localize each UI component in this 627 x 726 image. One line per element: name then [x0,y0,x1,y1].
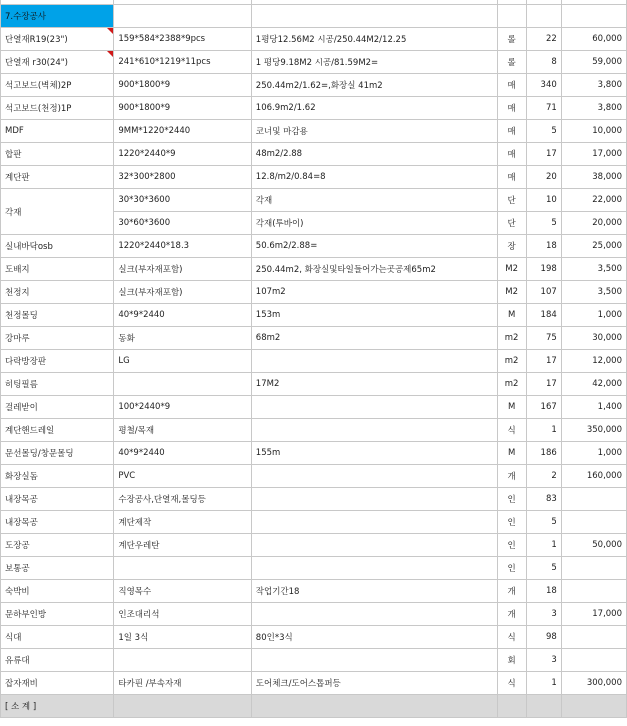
unit-price-cell[interactable]: 12,000 [561,350,626,373]
spec-cell[interactable]: 40*9*2440 [114,442,251,465]
note-cell[interactable]: 106.9m2/1.62 [251,97,497,120]
spec-cell[interactable]: 100*2440*9 [114,396,251,419]
table-row [1,327,627,350]
item-name-cell[interactable]: 숙박비 [1,580,114,603]
table-row [1,557,627,580]
spec-cell[interactable]: 1220*2440*9 [114,143,251,166]
quantity-cell[interactable]: 20 [526,166,561,189]
table-row [1,51,627,74]
table-row [1,442,627,465]
unit-price-cell[interactable]: 17,000 [561,143,626,166]
table-row [1,649,627,672]
table-row [1,534,627,557]
note-cell[interactable]: 1평당12.56M2 시공/250.44M2/12.25 [251,28,497,51]
unit-cell[interactable]: 인 [497,534,526,557]
cell[interactable] [497,5,526,28]
table-row [1,166,627,189]
unit-price-cell[interactable]: 1,000 [561,442,626,465]
note-cell[interactable]: 250.44m2/1.62=,화장실 41m2 [251,74,497,97]
unit-cell[interactable]: 매 [497,120,526,143]
item-name-cell[interactable]: 문하부인방 [1,603,114,626]
spec-cell[interactable] [114,373,251,396]
quantity-cell[interactable]: 17 [526,143,561,166]
spec-cell[interactable]: 241*610*1219*11pcs [114,51,251,74]
unit-cell[interactable]: m2 [497,327,526,350]
item-name-cell[interactable]: 계단판 [1,166,114,189]
note-cell[interactable] [251,603,497,626]
spec-cell[interactable]: 실크(부자재포함) [114,281,251,304]
unit-cell[interactable]: m2 [497,373,526,396]
unit-cell[interactable]: 식 [497,419,526,442]
item-name-cell[interactable]: 화장실돔 [1,465,114,488]
item-name-cell[interactable]: 석고보드(천정)1P [1,97,114,120]
table-row [1,143,627,166]
unit-cell[interactable]: m2 [497,350,526,373]
section-header-row [1,5,627,28]
spec-cell[interactable]: 타카핀 /부속자재 [114,672,251,695]
note-cell[interactable]: 68m2 [251,327,497,350]
quantity-cell[interactable]: 75 [526,327,561,350]
unit-price-cell[interactable]: 59,000 [561,51,626,74]
quantity-cell[interactable]: 198 [526,258,561,281]
unit-price-cell[interactable] [561,557,626,580]
subtotal-row [1,695,627,718]
note-cell[interactable]: 48m2/2.88 [251,143,497,166]
item-name-cell[interactable]: 계단핸드레일 [1,419,114,442]
unit-price-cell[interactable]: 1,400 [561,396,626,419]
spec-cell[interactable]: PVC [114,465,251,488]
item-name-cell[interactable]: 도배지 [1,258,114,281]
spec-cell[interactable]: 900*1800*9 [114,74,251,97]
quantity-cell[interactable]: 2 [526,465,561,488]
unit-cell[interactable]: 장 [497,235,526,258]
note-cell[interactable]: 1 평당9.18M2 시공/81.59M2= [251,51,497,74]
quantity-cell[interactable]: 186 [526,442,561,465]
spec-cell[interactable]: 실크(부자재포함) [114,258,251,281]
quantity-cell[interactable]: 22 [526,28,561,51]
unit-price-cell[interactable] [561,488,626,511]
unit-price-cell[interactable]: 300,000 [561,672,626,695]
unit-cell[interactable]: 개 [497,603,526,626]
quantity-cell[interactable]: 17 [526,373,561,396]
unit-price-cell[interactable]: 1,000 [561,304,626,327]
unit-cell[interactable]: M [497,442,526,465]
item-name-cell[interactable]: 실내바닥osb [1,235,114,258]
unit-price-cell[interactable]: 30,000 [561,327,626,350]
sheet-body [1,0,627,718]
subtotal-cell[interactable] [114,695,251,718]
item-name-cell[interactable]: 문선몰딩/창문몰딩 [1,442,114,465]
unit-cell[interactable]: M [497,396,526,419]
note-cell[interactable] [251,649,497,672]
quantity-cell[interactable]: 1 [526,419,561,442]
item-name-cell[interactable]: 보통공 [1,557,114,580]
item-name-cell[interactable]: 유류대 [1,649,114,672]
unit-cell[interactable]: M2 [497,258,526,281]
spec-cell[interactable]: 900*1800*9 [114,97,251,120]
table-row [1,120,627,143]
note-cell[interactable]: 코너및 마감용 [251,120,497,143]
quantity-cell[interactable]: 18 [526,580,561,603]
subtotal-cell[interactable] [561,695,626,718]
note-cell[interactable]: 작업기간18 [251,580,497,603]
note-cell[interactable] [251,350,497,373]
unit-cell[interactable]: 단 [497,189,526,212]
subtotal-cell[interactable] [526,695,561,718]
spec-cell[interactable]: 1220*2440*18.3 [114,235,251,258]
unit-price-cell[interactable]: 38,000 [561,166,626,189]
spec-cell[interactable]: 평철/목재 [114,419,251,442]
unit-cell[interactable]: 식 [497,626,526,649]
quantity-cell[interactable]: 1 [526,534,561,557]
quantity-cell[interactable]: 5 [526,511,561,534]
quantity-cell[interactable]: 71 [526,97,561,120]
unit-cell[interactable]: 롤 [497,51,526,74]
quantity-cell[interactable]: 3 [526,649,561,672]
spec-cell[interactable] [114,557,251,580]
unit-price-cell[interactable]: 42,000 [561,373,626,396]
quantity-cell[interactable]: 5 [526,120,561,143]
table-row [1,74,627,97]
unit-price-cell[interactable]: 60,000 [561,28,626,51]
item-name-cell[interactable]: 다락방장판 [1,350,114,373]
table-row [1,235,627,258]
table-row [1,465,627,488]
note-cell[interactable]: 각재(투바이) [251,212,497,235]
unit-cell[interactable]: 식 [497,672,526,695]
table-row [1,350,627,373]
unit-price-cell[interactable]: 25,000 [561,235,626,258]
table-row [1,672,627,695]
unit-price-cell[interactable] [561,626,626,649]
item-name-cell[interactable]: 강마루 [1,327,114,350]
quantity-cell[interactable]: 3 [526,603,561,626]
note-cell[interactable] [251,557,497,580]
note-cell[interactable]: 50.6m2/2.88= [251,235,497,258]
table-row [1,419,627,442]
spec-cell[interactable]: 인조대리석 [114,603,251,626]
unit-cell[interactable]: 매 [497,97,526,120]
note-cell[interactable] [251,534,497,557]
subtotal-cell[interactable] [497,695,526,718]
unit-cell[interactable]: 매 [497,74,526,97]
unit-cell[interactable]: 인 [497,557,526,580]
cell[interactable] [526,5,561,28]
table-row [1,626,627,649]
unit-cell[interactable]: 매 [497,143,526,166]
item-name-cell[interactable]: 잡자재비 [1,672,114,695]
unit-cell[interactable]: 회 [497,649,526,672]
table-row [1,511,627,534]
spec-cell[interactable]: 1일 3식 [114,626,251,649]
spec-cell[interactable]: 직영목수 [114,580,251,603]
spec-cell[interactable]: 계단제작 [114,511,251,534]
unit-price-cell[interactable]: 350,000 [561,419,626,442]
spec-cell[interactable]: LG [114,350,251,373]
quantity-cell[interactable]: 83 [526,488,561,511]
item-name-cell[interactable]: 단열재R19(23") [1,28,114,51]
unit-cell[interactable]: M [497,304,526,327]
item-name-cell[interactable]: 내장목공 [1,511,114,534]
table-row [1,304,627,327]
table-row [1,28,627,51]
quantity-cell[interactable]: 5 [526,557,561,580]
quantity-cell[interactable]: 18 [526,235,561,258]
item-name-cell[interactable]: 도장공 [1,534,114,557]
note-cell[interactable]: 각재 [251,189,497,212]
unit-price-cell[interactable]: 17,000 [561,603,626,626]
subtotal-cell[interactable] [251,695,497,718]
note-cell[interactable]: 80인*3식 [251,626,497,649]
table-row [1,281,627,304]
unit-cell[interactable]: 롤 [497,28,526,51]
quantity-cell[interactable]: 167 [526,396,561,419]
spec-cell[interactable]: 30*30*3600 [114,189,251,212]
table-row [1,258,627,281]
item-name-cell[interactable]: 천정몰딩 [1,304,114,327]
item-name-cell[interactable]: 천정지 [1,281,114,304]
item-name-cell[interactable]: 합판 [1,143,114,166]
quantity-cell[interactable]: 5 [526,212,561,235]
unit-cell[interactable]: 개 [497,465,526,488]
item-name-cell[interactable]: 걸레받이 [1,396,114,419]
item-name-cell[interactable]: 히팅필름 [1,373,114,396]
unit-price-cell[interactable]: 3,500 [561,258,626,281]
quantity-cell[interactable]: 98 [526,626,561,649]
item-name-cell[interactable]: 식대 [1,626,114,649]
item-name-cell[interactable]: 각재 [1,189,114,235]
spec-cell[interactable]: 수장공사,단열재,몰딩등 [114,488,251,511]
unit-price-cell[interactable] [561,511,626,534]
unit-price-cell[interactable]: 50,000 [561,534,626,557]
unit-price-cell[interactable]: 10,000 [561,120,626,143]
table-row [1,373,627,396]
quantity-cell[interactable]: 17 [526,350,561,373]
table-row [1,603,627,626]
table-row [1,97,627,120]
note-cell[interactable]: 155m [251,442,497,465]
unit-price-cell[interactable]: 3,800 [561,97,626,120]
quantity-cell[interactable]: 184 [526,304,561,327]
table-row [1,488,627,511]
unit-price-cell[interactable]: 160,000 [561,465,626,488]
quantity-cell[interactable]: 10 [526,189,561,212]
spec-cell[interactable]: 159*584*2388*9pcs [114,28,251,51]
note-cell[interactable]: 250.44m2, 화장실및타일들어가는곳공제65m2 [251,258,497,281]
quantity-cell[interactable]: 340 [526,74,561,97]
note-cell[interactable]: 12.8/m2/0.84=8 [251,166,497,189]
spec-cell[interactable]: 계단우레탄 [114,534,251,557]
note-cell[interactable]: 도어체크/도어스톱퍼등 [251,672,497,695]
item-name-cell[interactable]: MDF [1,120,114,143]
note-cell[interactable] [251,488,497,511]
note-cell[interactable]: 153m [251,304,497,327]
unit-cell[interactable]: 개 [497,580,526,603]
item-name-cell[interactable]: 석고보드(벽체)2P [1,74,114,97]
cell[interactable] [114,5,251,28]
unit-price-cell[interactable]: 22,000 [561,189,626,212]
note-cell[interactable] [251,419,497,442]
unit-cell[interactable]: 인 [497,511,526,534]
quantity-cell[interactable]: 1 [526,672,561,695]
item-name-cell[interactable]: 내장목공 [1,488,114,511]
spec-cell[interactable]: 30*60*3600 [114,212,251,235]
spec-cell[interactable]: 40*9*2440 [114,304,251,327]
quantity-cell[interactable]: 8 [526,51,561,74]
table-row [1,580,627,603]
spec-cell[interactable]: 동화 [114,327,251,350]
unit-cell[interactable]: 인 [497,488,526,511]
unit-price-cell[interactable]: 20,000 [561,212,626,235]
unit-cell[interactable]: 매 [497,166,526,189]
quantity-cell[interactable]: 107 [526,281,561,304]
note-cell[interactable]: 107m2 [251,281,497,304]
unit-price-cell[interactable] [561,649,626,672]
item-name-cell[interactable]: 단열재 r30(24") [1,51,114,74]
table-row [1,189,627,212]
note-cell[interactable] [251,465,497,488]
note-cell[interactable] [251,396,497,419]
spec-cell[interactable] [114,649,251,672]
unit-price-cell[interactable] [561,580,626,603]
cell[interactable] [561,5,626,28]
unit-price-cell[interactable]: 3,500 [561,281,626,304]
cell[interactable] [251,5,497,28]
section-title-cell[interactable]: 7.수장공사 [1,5,114,28]
spec-cell[interactable]: 9MM*1220*2440 [114,120,251,143]
unit-cell[interactable]: 단 [497,212,526,235]
unit-price-cell[interactable]: 3,800 [561,74,626,97]
spec-cell[interactable]: 32*300*2800 [114,166,251,189]
note-cell[interactable] [251,511,497,534]
unit-cell[interactable]: M2 [497,281,526,304]
note-cell[interactable]: 17M2 [251,373,497,396]
subtotal-label-cell[interactable]: [ 소 계 ] [1,695,114,718]
table-row [1,396,627,419]
